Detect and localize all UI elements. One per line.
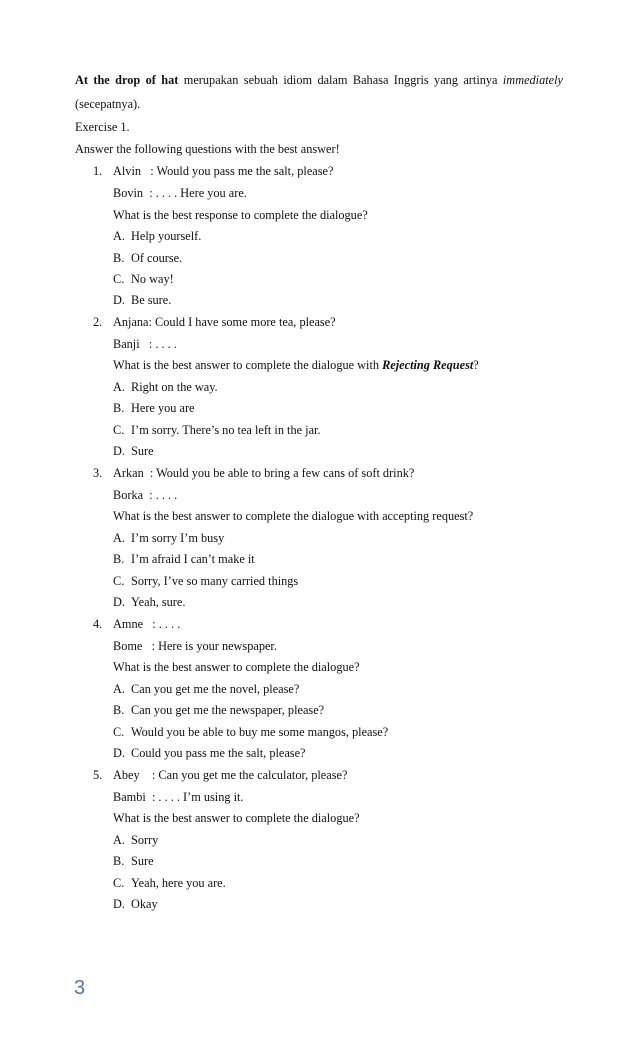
question-prompt: What is the best answer to complete the dialogue? [113, 660, 360, 674]
question-number: 1. [93, 164, 103, 178]
idiom-term: At the drop of hat [75, 73, 179, 87]
dialogue-line: Alvin : Would you pass me the salt, please? [113, 164, 334, 178]
answer-option: D. Sure [113, 444, 154, 458]
answer-option: B. I’m afraid I can’t make it [113, 552, 255, 566]
dialogue-line: Arkan : Would you be able to bring a few cans of soft drink? [113, 466, 415, 480]
answer-option: B. Here you are [113, 401, 195, 415]
question-number: 3. [93, 466, 103, 480]
dialogue-line: Bambi : . . . . I’m using it. [113, 790, 244, 804]
idiom-meaning: immediately [502, 73, 563, 87]
dialogue-line: Bovin : . . . . Here you are. [113, 186, 247, 200]
page-number: 3 [74, 977, 86, 999]
answer-option: C. Yeah, here you are. [113, 876, 226, 890]
answer-option: D. Yeah, sure. [113, 595, 186, 609]
answer-option: A. Can you get me the novel, please? [113, 682, 300, 696]
dialogue-line: Amne : . . . . [113, 617, 181, 631]
emphasis-rejecting-request: Rejecting Request [382, 358, 474, 372]
intro-paragraph-line2: (secepatnya). [75, 97, 141, 111]
dialogue-line: Anjana: Could I have some more tea, please? [113, 315, 336, 329]
exercise-title: Exercise 1. [75, 120, 130, 134]
question-prompt: What is the best answer to complete the dialogue with Rejecting Request? [113, 358, 479, 372]
answer-option: B. Can you get me the newspaper, please? [113, 703, 325, 717]
intro-paragraph-line1 [75, 72, 563, 88]
answer-option: D. Could you pass me the salt, please? [113, 746, 306, 760]
dialogue-line: Banji : . . . . [113, 337, 177, 351]
answer-option: C. No way! [113, 272, 174, 286]
question-prompt: What is the best response to complete the dialogue? [113, 208, 368, 222]
answer-option: A. Right on the way. [113, 380, 218, 394]
answer-option: A. Sorry [113, 833, 159, 847]
question-number: 5. [93, 768, 103, 782]
dialogue-line: Bome : Here is your newspaper. [113, 639, 277, 653]
answer-option: A. I’m sorry I’m busy [113, 531, 225, 545]
answer-option: D. Be sure. [113, 293, 172, 307]
dialogue-line: Borka : . . . . [113, 488, 178, 502]
dialogue-line: Abey : Can you get me the calculator, please? [113, 768, 348, 782]
question-prompt: What is the best answer to complete the dialogue with accepting request? [113, 509, 474, 523]
answer-option: A. Help yourself. [113, 229, 202, 243]
intro-text: merupakan sebuah idiom dalam Bahasa Inggris yang artinya [178, 73, 503, 87]
answer-option: C. Sorry, I’ve so many carried things [113, 574, 299, 588]
answer-option: B. Sure [113, 854, 154, 868]
question-number: 2. [93, 315, 103, 329]
instruction: Answer the following questions with the best answer! [75, 142, 340, 156]
answer-option: B. Of course. [113, 251, 183, 265]
answer-option: D. Okay [113, 897, 158, 911]
answer-option: C. Would you be able to buy me some mangos, please? [113, 725, 389, 739]
answer-option: C. I’m sorry. There’s no tea left in the jar. [113, 423, 321, 437]
question-number: 4. [93, 617, 103, 631]
question-prompt: What is the best answer to complete the dialogue? [113, 811, 360, 825]
